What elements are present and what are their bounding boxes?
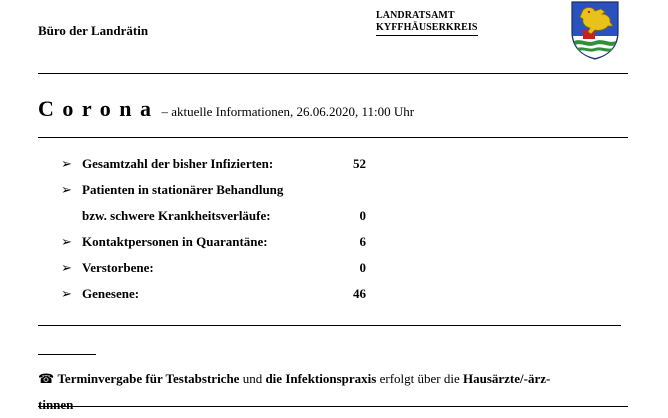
header-rule (38, 73, 628, 74)
bottom-rule (38, 406, 628, 407)
authority-line-2: KYFFHÄUSERKREIS (376, 22, 478, 36)
stat-label: Verstorbene: (82, 260, 154, 275)
bullet-arrow-icon: ➢ (61, 260, 72, 275)
stat-value: 52 (353, 156, 366, 171)
bullet-arrow-icon: ➢ (61, 182, 72, 197)
note-line-2: tinnen (38, 397, 74, 412)
stat-value: 46 (353, 286, 366, 301)
authority-line-1: LANDRATSAMT (376, 10, 455, 21)
telephone-icon: ☎ (38, 371, 55, 386)
stat-label: bzw. schwere Krankheitsverläufe: (82, 208, 271, 223)
coat-of-arms-lion-icon (569, 0, 621, 60)
office-name: Büro der Landrätin (38, 23, 149, 38)
stat-value: 6 (359, 234, 366, 249)
note-bold-3: Hausärzte/-ärz- (462, 371, 551, 386)
title-word: Corona (38, 96, 160, 121)
footnote-separator (38, 354, 96, 355)
bullet-arrow-icon: ➢ (61, 286, 72, 301)
bullet-arrow-icon: ➢ (61, 156, 72, 171)
title-rule (38, 137, 628, 138)
note-bold-2: die Infektionspraxis (265, 371, 377, 386)
note-bold-1: Terminvergabe für Testabstriche (57, 371, 240, 386)
stat-label: Patienten in stationärer Behandlung (82, 182, 284, 197)
stat-label: Gesamtzahl der bisher Infizierten: (82, 156, 274, 171)
bullet-arrow-icon: ➢ (61, 234, 72, 249)
title-subtitle: – aktuelle Informationen, 26.06.2020, 11:00 Uhr (161, 104, 415, 119)
note-plain-1: und (239, 371, 266, 386)
appointment-note (38, 366, 638, 418)
stat-label: Genesene: (82, 286, 140, 301)
stat-value: 0 (359, 208, 366, 223)
note-plain-2: erfolgt über die (376, 371, 463, 386)
stats-rule (38, 325, 621, 326)
stat-label: Kontaktpersonen in Quarantäne: (82, 234, 268, 249)
authority-name (376, 10, 478, 36)
document-title (38, 96, 414, 122)
stat-value: 0 (359, 260, 366, 275)
